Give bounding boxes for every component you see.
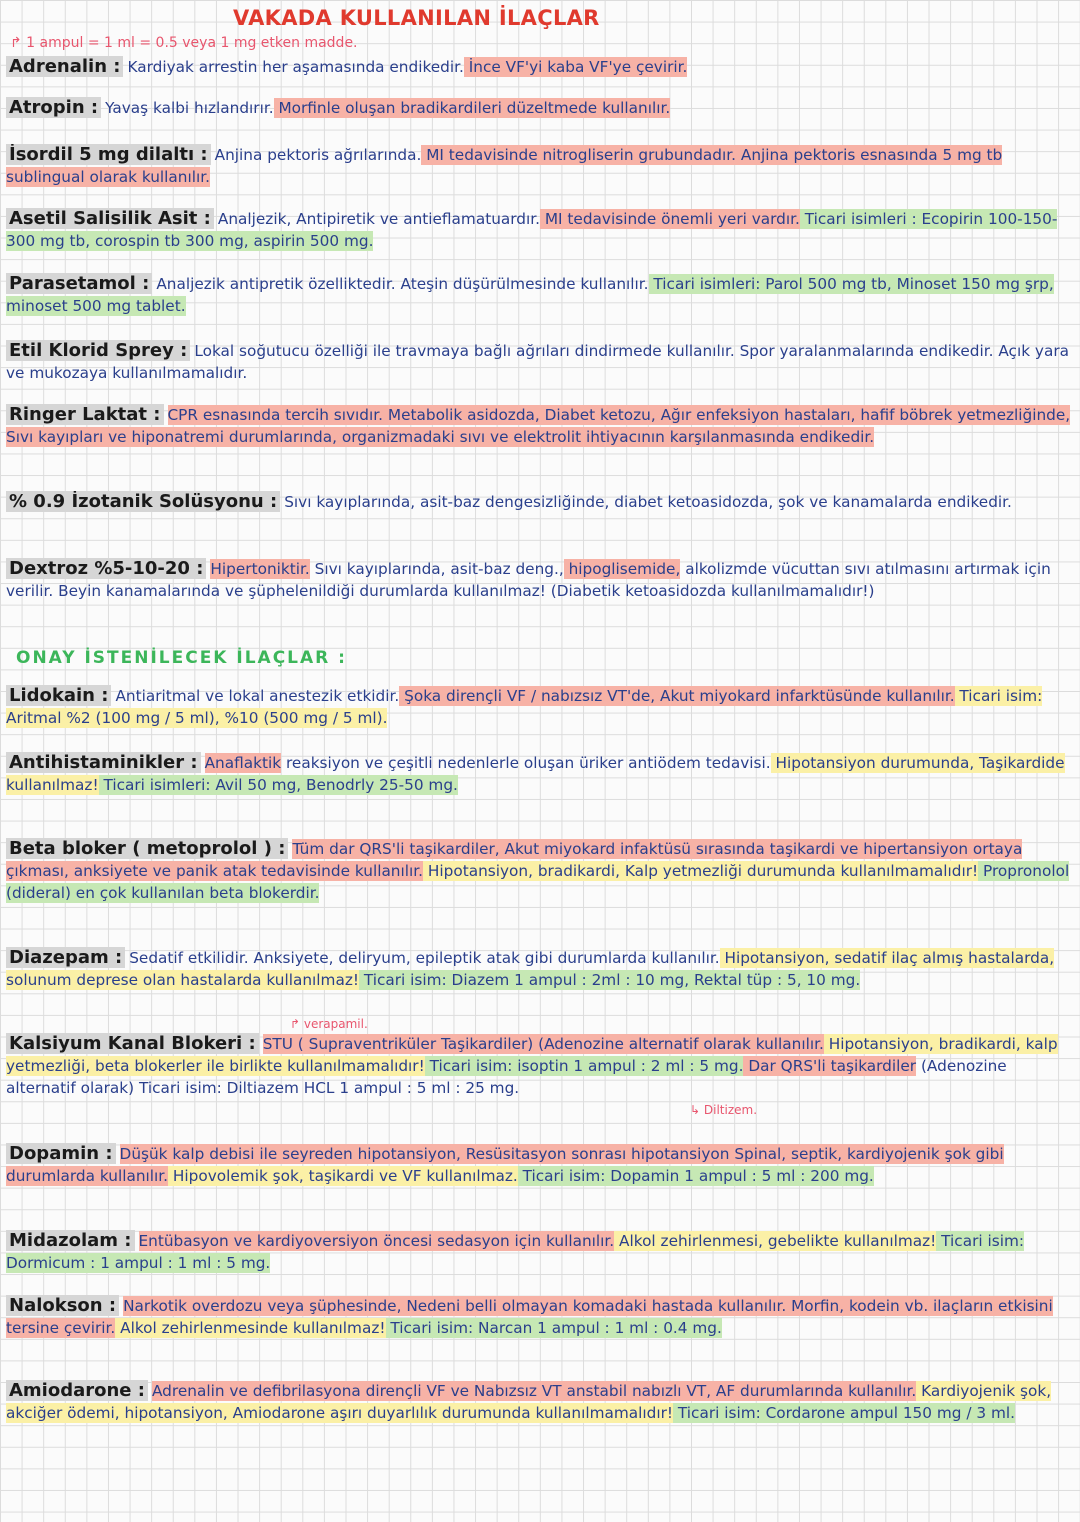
drug-note-segment: Anjina pektoris ağrılarında. xyxy=(214,146,422,164)
drug-note-segment: Hipertoniktir. xyxy=(210,560,310,578)
drug-note-segment: Ticari isim: Dormicum : 1 ampul : 1 ml : 5 mg. xyxy=(6,1232,1024,1272)
drug-note-segment: Tüm dar QRS'li taşikardiler, Akut miyokard infaktüsü sırasında taşikardi ve hipertansiyon ortaya çıkması, anksiyete ve panik atak tedavisinde kullanılır. xyxy=(6,840,1023,880)
drug-note-segment: (Adenozine alternatif olarak kullanılır. xyxy=(533,1035,824,1053)
drug-name: Kalsiyum Kanal Blokeri : xyxy=(6,1033,259,1054)
drug-note-segment: Sedatif etkilidir. Anksiyete, deliryum, epileptik atak gibi durumlarda kullanılır. xyxy=(129,949,720,967)
drug-note-segment: Ticari isimleri: Avil 50 mg, Benodrly 25-50 mg. xyxy=(98,776,458,794)
drug-name: Dopamin : xyxy=(6,1143,116,1164)
drug-entry xyxy=(6,97,1072,119)
drug-note-segment: alkolizmde vücuttan sıvı atılmasını artırmak için verilir. Beyin kanamalarında ve şüphelenildiği durumlarda kullanılmaz! (Diabetik ketoasidozda kullanılmamalıdır!) xyxy=(6,560,1051,600)
drug-note-segment: Hipotansiyon, bradikardi, kalp yetmezliği, beta blokerler ile birlikte kullanılmamalıdır! xyxy=(6,1035,1058,1075)
drug-name: Lidokain : xyxy=(6,685,111,706)
drug-note-segment: Ticari isim: Dopamin 1 ampul : 5 ml : 200 mg. xyxy=(517,1167,874,1185)
drug-note-segment: Sıvı kayıplarında, asit-baz dengesizliğinde, diabet ketoasidozda, şok ve kanamalarda endikedir. xyxy=(284,493,1012,511)
drug-note-segment: Anaflaktik xyxy=(204,754,282,772)
drug-name: Asetil Salisilik Asit : xyxy=(6,208,214,229)
drug-note-segment: CPR esnasında tercih sıvıdır. Metabolik asidozda, Diabet ketozu, Ağır enfeksiyon hastaları, hafif böbrek yetmezliğinde, Sıvı kayıpları ve hiponatremi durumlarında, organizmadaki sıvı ve elektrolit ihtiyacının karşılanmasında endikedir. xyxy=(6,406,1071,446)
drug-note-segment: Hipotansiyon, bradikardi, Kalp yetmezliği durumunda kullanılmamalıdır! xyxy=(423,862,979,880)
drug-name: Adrenalin : xyxy=(6,56,123,77)
drug-name: Etil Klorid Sprey : xyxy=(6,340,190,361)
drug-note-segment: Ticari isim: Narcan 1 ampul : 1 ml : 0.4 mg. xyxy=(385,1319,722,1337)
drug-note-segment: Yavaş kalbi hızlandırır. xyxy=(105,99,274,117)
drug-note-segment: Narkotik overdozu veya şüphesinde, Nedeni belli olmayan komadaki hastada kullanılır. Morfin, kodein vb. ilaçların etkisini tersine çevirir. xyxy=(6,1297,1053,1337)
drug-note-segment: Ticari isimleri: Parol 500 mg tb, Minoset 150 mg şrp, minoset 500 mg tablet. xyxy=(6,275,1054,315)
drug-note-segment: Hipovolemik şok, taşikardi ve VF kullanılmaz. xyxy=(168,1167,518,1185)
drug-entry xyxy=(6,273,1072,317)
drug-note-segment: Hipotansiyon durumunda, Taşikardide kullanılmaz! xyxy=(6,754,1065,794)
drug-entry xyxy=(6,144,1072,188)
drug-entry xyxy=(6,208,1072,252)
drug-name: % 0.9 İzotanik Solüsyonu : xyxy=(6,491,280,512)
drug-entry xyxy=(6,558,1072,602)
drug-note-segment: (Adenozine alternatif olarak) Ticari isim: Diltiazem HCL 1 ampul : 5 ml : 25 mg. xyxy=(6,1057,1007,1097)
drug-entry xyxy=(6,56,1072,78)
drug-name: Diazepam : xyxy=(6,947,125,968)
drug-note-segment: Entübasyon ve kardiyoversiyon öncesi sedasyon için kullanılır. xyxy=(138,1232,615,1250)
drug-entry xyxy=(6,685,1072,729)
drug-note-segment: hipoglisemide, xyxy=(563,560,681,578)
ampul-note: ↱ 1 ampul = 1 ml = 0.5 veya 1 mg etken madde. xyxy=(10,35,358,51)
drug-note-segment: Düşük kalp debisi ile seyreden hipotansiyon, Resüsitasyon sonrası hipotansiyon Spinal, septik, kardiyojenik şok gibi durumlarda kullanılır. xyxy=(6,1145,1004,1185)
page-title: VAKADA KULLANILAN İLAÇLAR xyxy=(233,6,600,30)
drug-name: Antihistaminikler : xyxy=(6,752,201,773)
drug-note-segment: Ticari isim: Aritmal %2 (100 mg / 5 ml), %10 (500 mg / 5 ml). xyxy=(6,687,1043,727)
drug-note-segment: Adrenalin ve defibrilasyona dirençli VF ve Nabızsız VT anstabil nabızlı VT, AF durumlarında kullanılır. xyxy=(151,1382,917,1400)
drug-entry xyxy=(6,838,1072,904)
drug-note-segment: Ticari isim: isoptin 1 ampul : 2 ml : 5 mg. xyxy=(424,1057,744,1075)
drug-note-segment: Ticari isimleri : Ecopirin 100-150-300 mg tb, corospin tb 300 mg, aspirin 500 mg. xyxy=(6,210,1058,250)
drug-note-segment: Dar QRS'li taşikardiler xyxy=(743,1057,917,1075)
drug-note-segment: MI tedavisinde nitrogliserin grubundadır. Anjina pektoris esnasında 5 mg tb sublingual olarak kullanılır. xyxy=(6,146,1003,186)
drug-note-segment: Analjezik antipretik özelliktedir. Ateşin düşürülmesinde kullanılır. xyxy=(156,275,649,293)
drug-entry xyxy=(6,340,1072,384)
drug-note-segment: Ticari isim: Diazem 1 ampul : 2ml : 10 mg, Rektal tüp : 5, 10 mg. xyxy=(359,971,861,989)
drug-name: Atropin : xyxy=(6,97,101,118)
drug-note-segment: Analjezik, Antipiretik ve antieflamatuardır. xyxy=(217,210,540,228)
drug-name: İsordil 5 mg dilaltı : xyxy=(6,144,211,165)
drug-note-segment: reaksiyon ve çeşitli nedenlerle oluşan üriker antiödem tedavisi. xyxy=(281,754,771,772)
drug-note-segment: Morfinle oluşan bradikardileri düzeltmede kullanılır. xyxy=(273,99,671,117)
drug-name: Nalokson : xyxy=(6,1295,119,1316)
drug-name: Parasetamol : xyxy=(6,273,152,294)
section-heading-approval-drugs: ONAY İSTENİLECEK İLAÇLAR : xyxy=(16,648,347,668)
drug-name: Beta bloker ( metoprolol ) : xyxy=(6,838,288,859)
drug-entry xyxy=(6,1380,1072,1424)
drug-name: Midazolam : xyxy=(6,1230,135,1251)
drug-entry xyxy=(6,1143,1072,1187)
drug-entry xyxy=(6,1295,1072,1339)
drug-entry xyxy=(6,1230,1072,1274)
drug-note-segment: Lokal soğutucu özelliği ile travmaya bağlı ağrıları dindirmede kullanılır. Spor yaralanmalarında endikedir. Açık yara ve mukozaya kullanılmamalıdır. xyxy=(6,342,1070,382)
drug-entry xyxy=(6,947,1072,991)
drug-note-segment: STU ( Supraventriküler Taşikardiler) xyxy=(262,1035,534,1053)
drug-name: Dextroz %5-10-20 : xyxy=(6,558,206,579)
drug-note-segment: Kardiyak arrestin her aşamasında endikedir. xyxy=(127,58,464,76)
verapamil-annotation: ↱ verapamil. xyxy=(290,1017,368,1031)
drug-note-segment: Alkol zehirlenmesi, gebelikte kullanılmaz! xyxy=(614,1232,937,1250)
drug-note-segment: Antiaritmal ve lokal anestezik etkidir. xyxy=(115,687,400,705)
drug-note-segment: Sıvı kayıplarında, asit-baz deng., xyxy=(309,560,564,578)
drug-entry xyxy=(6,1033,1072,1099)
drug-note-segment: Hipotansiyon, sedatif ilaç almış hastalarda, solunum deprese olan hastalarda kullanılmaz! xyxy=(6,949,1055,989)
drug-entry xyxy=(6,752,1072,796)
drug-note-segment: Alkol zehirlenmesinde kullanılmaz! xyxy=(115,1319,386,1337)
drug-name: Ringer Laktat : xyxy=(6,404,164,425)
diltizem-annotation: ↳ Diltizem. xyxy=(690,1103,758,1117)
drug-note-segment: Kardiyojenik şok, akciğer ödemi, hipotansiyon, Amiodarone aşırı duyarlılık durumunda kullanılmamalıdır! xyxy=(6,1382,1052,1422)
drug-entry xyxy=(6,491,1072,513)
drug-note-segment: İnce VF'yi kaba VF'ye çevirir. xyxy=(463,58,688,76)
drug-entry xyxy=(6,404,1072,448)
drug-note-segment: MI tedavisinde önemli yeri vardır. xyxy=(540,210,800,228)
drug-note-segment: Şoka dirençli VF / nabızsız VT'de, Akut miyokard infarktüsünde kullanılır. xyxy=(399,687,955,705)
drug-note-segment: Ticari isim: Cordarone ampul 150 mg / 3 ml. xyxy=(673,1404,1015,1422)
drug-name: Amiodarone : xyxy=(6,1380,148,1401)
drug-note-segment: Propronolol (dideral) en çok kullanılan beta blokerdir. xyxy=(6,862,1070,902)
